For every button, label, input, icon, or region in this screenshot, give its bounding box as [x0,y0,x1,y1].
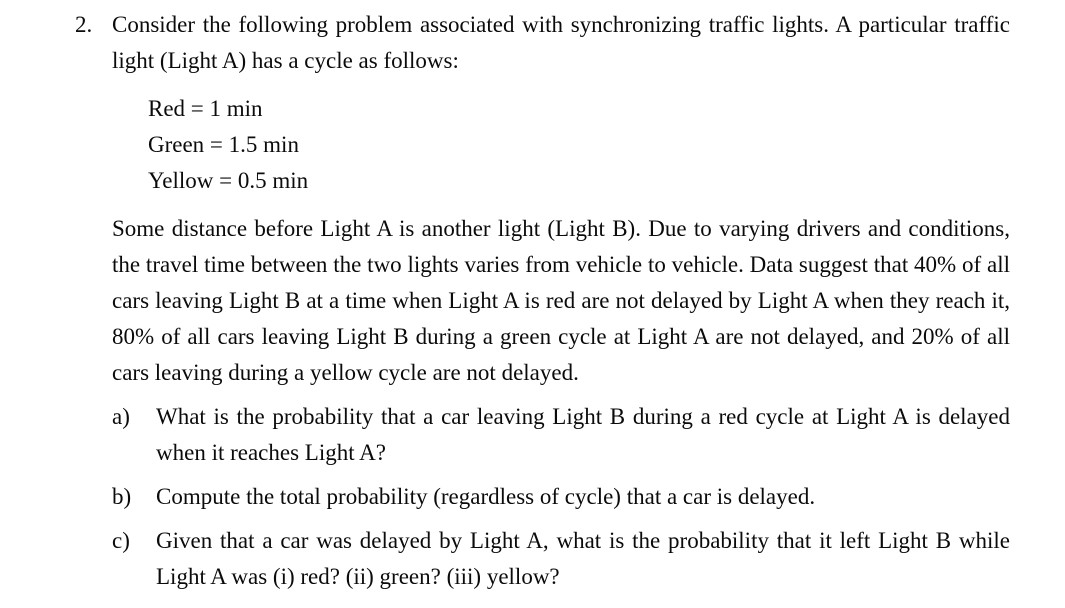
light-cycle-list [148,91,1010,199]
question-part-b [112,479,1010,515]
problem-intro-paragraph: Consider the following problem associated with synchronizing traffic lights. A particular traffic light (Light A) has a cycle as follows: [112,12,1010,73]
cycle-green-duration: Green = 1.5 min [148,132,299,157]
problem-number: 2. [75,12,93,37]
cycle-yellow-duration: Yellow = 0.5 min [148,168,309,193]
part-a-label: a) [112,404,130,429]
part-b-label: b) [112,484,132,509]
cycle-red-duration: Red = 1 min [148,96,263,121]
part-a-text: What is the probability that a car leaving Light B during a red cycle at Light A is delayed when it reaches Light A? [156,404,1010,465]
part-c-label: c) [112,528,130,553]
problem-2 [0,7,1065,595]
part-b-text: Compute the total probability (regardless of cycle) that a car is delayed. [156,484,816,509]
question-part-c [112,523,1010,595]
problem-body-paragraph: Some distance before Light A is another light (Light B). Due to varying drivers and conditions, the travel time between the two lights varies from vehicle to vehicle. Data suggest that 40% of all cars leaving Light B at a time when Light A is red are not delayed by Light A when they reach it, 80% of all cars leaving Light B during a green cycle at Light A are not delayed, and 20% of all cars leaving during a yellow cycle are not delayed. [112,216,1010,385]
question-part-a [112,399,1010,471]
part-c-text: Given that a car was delayed by Light A, what is the probability that it left Light B while Light A was (i) red? (ii) green? (iii) yellow? [156,528,1010,589]
problem-content [112,7,1010,595]
